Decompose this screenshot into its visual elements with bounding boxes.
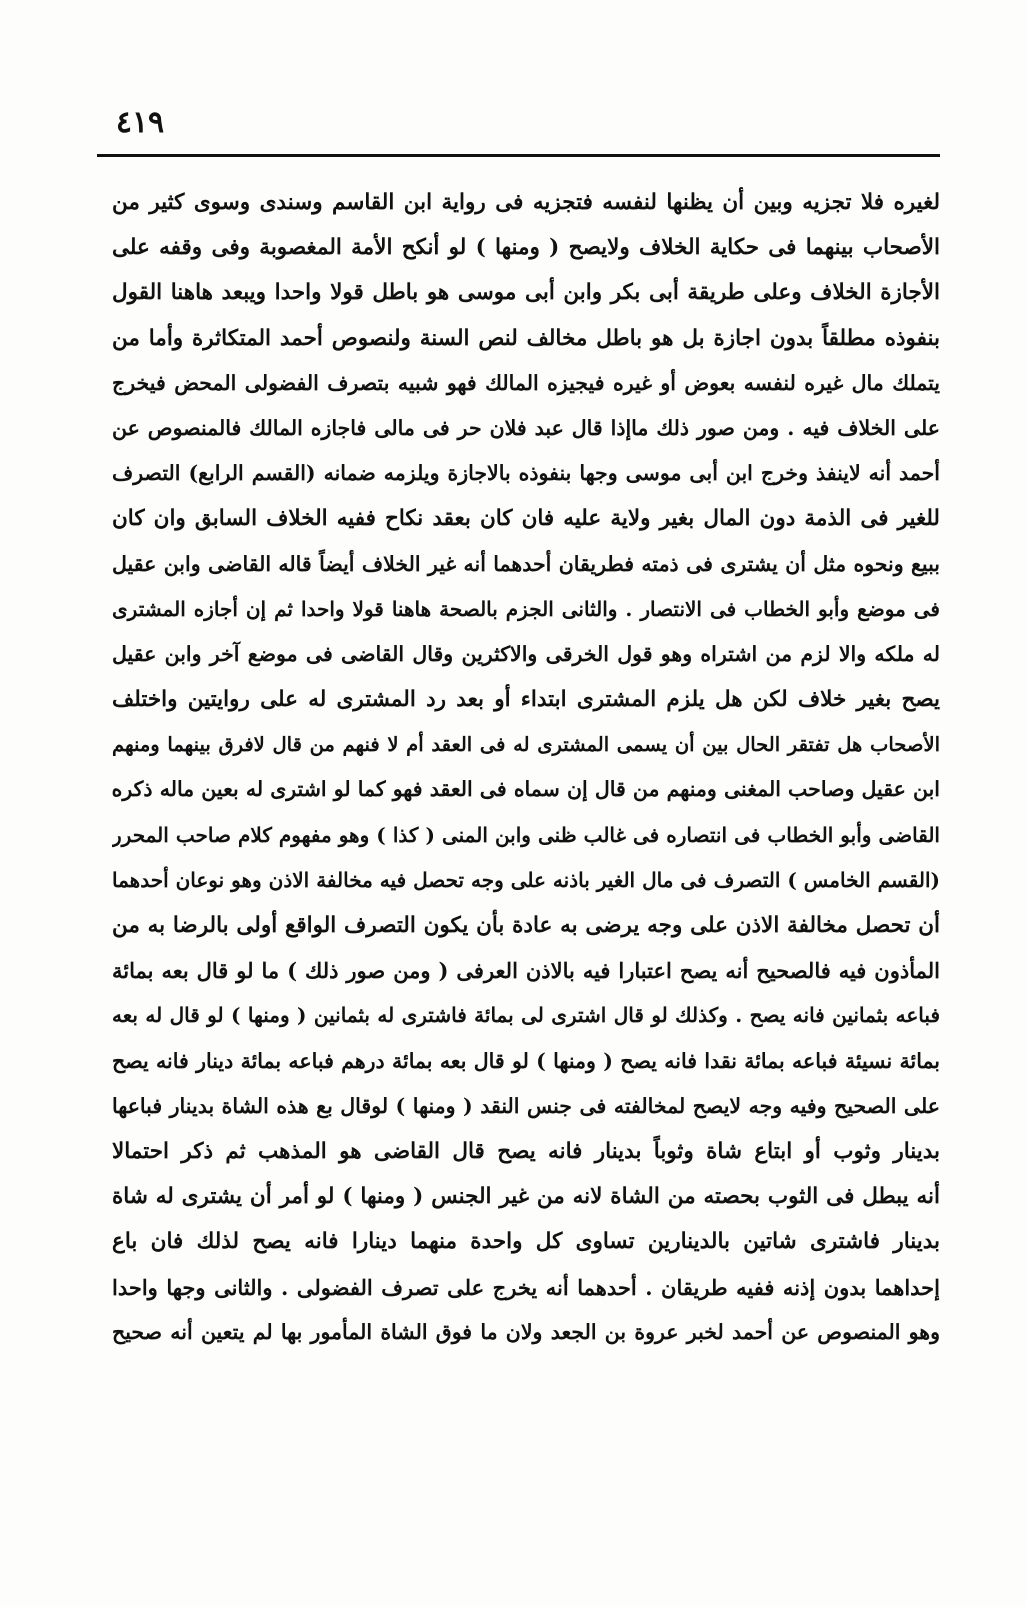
- header-rule: [97, 154, 940, 157]
- text-line: (القسم الخامس ) التصرف فى مال الغير باذنه على وجه تحصل فيه مخالفة الاذن وهو نوعان أحدهما: [112, 867, 940, 892]
- text-line: الأجازة الخلاف وعلى طريقة أبى بكر وابن أبى موسى هو باطل قولا واحدا ويبعد هاهنا القول: [112, 280, 940, 306]
- text-line: بدينار فاشترى شاتين بالدينارين تساوى كل واحدة منهما دينارا فانه يصح لذلك فان باع: [112, 1229, 940, 1255]
- text-line: للغير فى الذمة دون المال بغير ولاية عليه فان كان بعقد نكاح ففيه الخلاف السابق وان كان: [112, 506, 940, 532]
- text-line: يتملك مال غيره لنفسه بعوض أو غيره فيجيزه المالك فهو شبيه بتصرف الفضولى المحض فيخرج: [112, 370, 940, 395]
- text-line: ببيع ونحوه مثل أن يشترى فى ذمته فطريقان أحدهما أنه غير الخلاف أيضاً قاله القاضى وابن عقيل: [112, 551, 940, 576]
- text-line: وهو المنصوص عن أحمد لخبر عروة بن الجعد ولان ما فوق الشاة المأمور بها لم يتعين أنه صحيح: [112, 1319, 940, 1344]
- body-text: [112, 180, 940, 1355]
- text-line: المأذون فيه فالصحيح أنه يصح اعتبارا فيه بالاذن العرفى ( ومن صور ذلك ) ما لو قال بعه بمائة: [112, 958, 940, 984]
- text-line: الأصحاب بينهما فى حكاية الخلاف ولايصح ( ومنها ) لو أنكح الأمة المغصوبة وفى وقفه على: [112, 235, 940, 261]
- text-line: بمائة نسيئة فباعه بمائة نقدا فانه يصح ( ومنها ) لو قال بعه بمائة درهم فباعه بمائة دينار فانه يصح: [112, 1048, 940, 1073]
- page-number: ٤١٩: [115, 105, 165, 140]
- text-line: يصح بغير خلاف لكن هل يلزم المشترى ابتداء أو بعد رد المشترى له على روايتين واختلف: [112, 687, 940, 713]
- text-line: الأصحاب هل تفتقر الحال بين أن يسمى المشترى له فى العقد أم لا فنهم من قال لافرق بينهما ومنهم: [112, 733, 940, 757]
- text-line: على الخلاف فيه . ومن صور ذلك ماإذا قال عبد فلان حر فى مالى فاجازه المالك فالمنصوص عن: [112, 415, 940, 440]
- text-line: فباعه بثمانين فانه يصح . وكذلك لو قال اشترى لى بمائة فاشترى له بثمانين ( ومنها ) لو قال له بعه: [112, 1003, 940, 1028]
- text-line: القاضى وأبو الخطاب فى انتصاره فى غالب ظنى وابن المنى ( كذا ) وهو مفهوم كلام صاحب المحرر: [112, 822, 940, 847]
- text-line: على الصحيح وفيه وجه لايصح لمخالفته فى جنس النقد ( ومنها ) لوقال بع هذه الشاة بدينار فباعها: [112, 1093, 940, 1118]
- text-line: أن تحصل مخالفة الاذن على وجه يرضى به عادة بأن يكون التصرف الواقع أولى بالرضا به من: [112, 913, 940, 938]
- text-line: أحمد أنه لاينفذ وخرج ابن أبى موسى وجها بنفوذه بالاجازة ويلزمه ضمانه (القسم الرابع) التصرف: [112, 461, 940, 486]
- text-line: بدينار وثوب أو ابتاع شاة وثوباً بدينار فانه يصح قال القاضى هو المذهب ثم ذكر احتمالا: [112, 1138, 940, 1164]
- text-line: ابن عقيل وصاحب المغنى ومنهم من قال إن سماه فى العقد فهو كما لو اشترى له بعين ماله ذكره: [112, 777, 940, 802]
- text-line: لغيره فلا تجزيه وبين أن يظنها لنفسه فتجزيه فى رواية ابن القاسم وسندى وسوى كثير من: [112, 190, 940, 215]
- text-line: إحداهما بدون إذنه ففيه طريقان . أحدهما أنه يخرج على تصرف الفضولى . والثانى وجها واحدا: [112, 1274, 940, 1300]
- text-line: له ملكه والا لزم من اشتراه وهو قول الخرقى والاكثرين وقال القاضى فى موضع آخر وابن عقيل: [112, 641, 940, 666]
- text-line: بنفوذه مطلقاً بدون اجازة بل هو باطل مخالف لنص السنة ولنصوص أحمد المتكاثرة وأما من: [112, 325, 940, 351]
- text-line: أنه يبطل فى الثوب بحصته من الشاة لانه من غير الجنس ( ومنها ) لو أمر أن يشترى له شاة: [112, 1184, 940, 1210]
- text-line: فى موضع وأبو الخطاب فى الانتصار . والثانى الجزم بالصحة هاهنا قولا واحدا ثم إن أجازه المشترى: [112, 596, 940, 621]
